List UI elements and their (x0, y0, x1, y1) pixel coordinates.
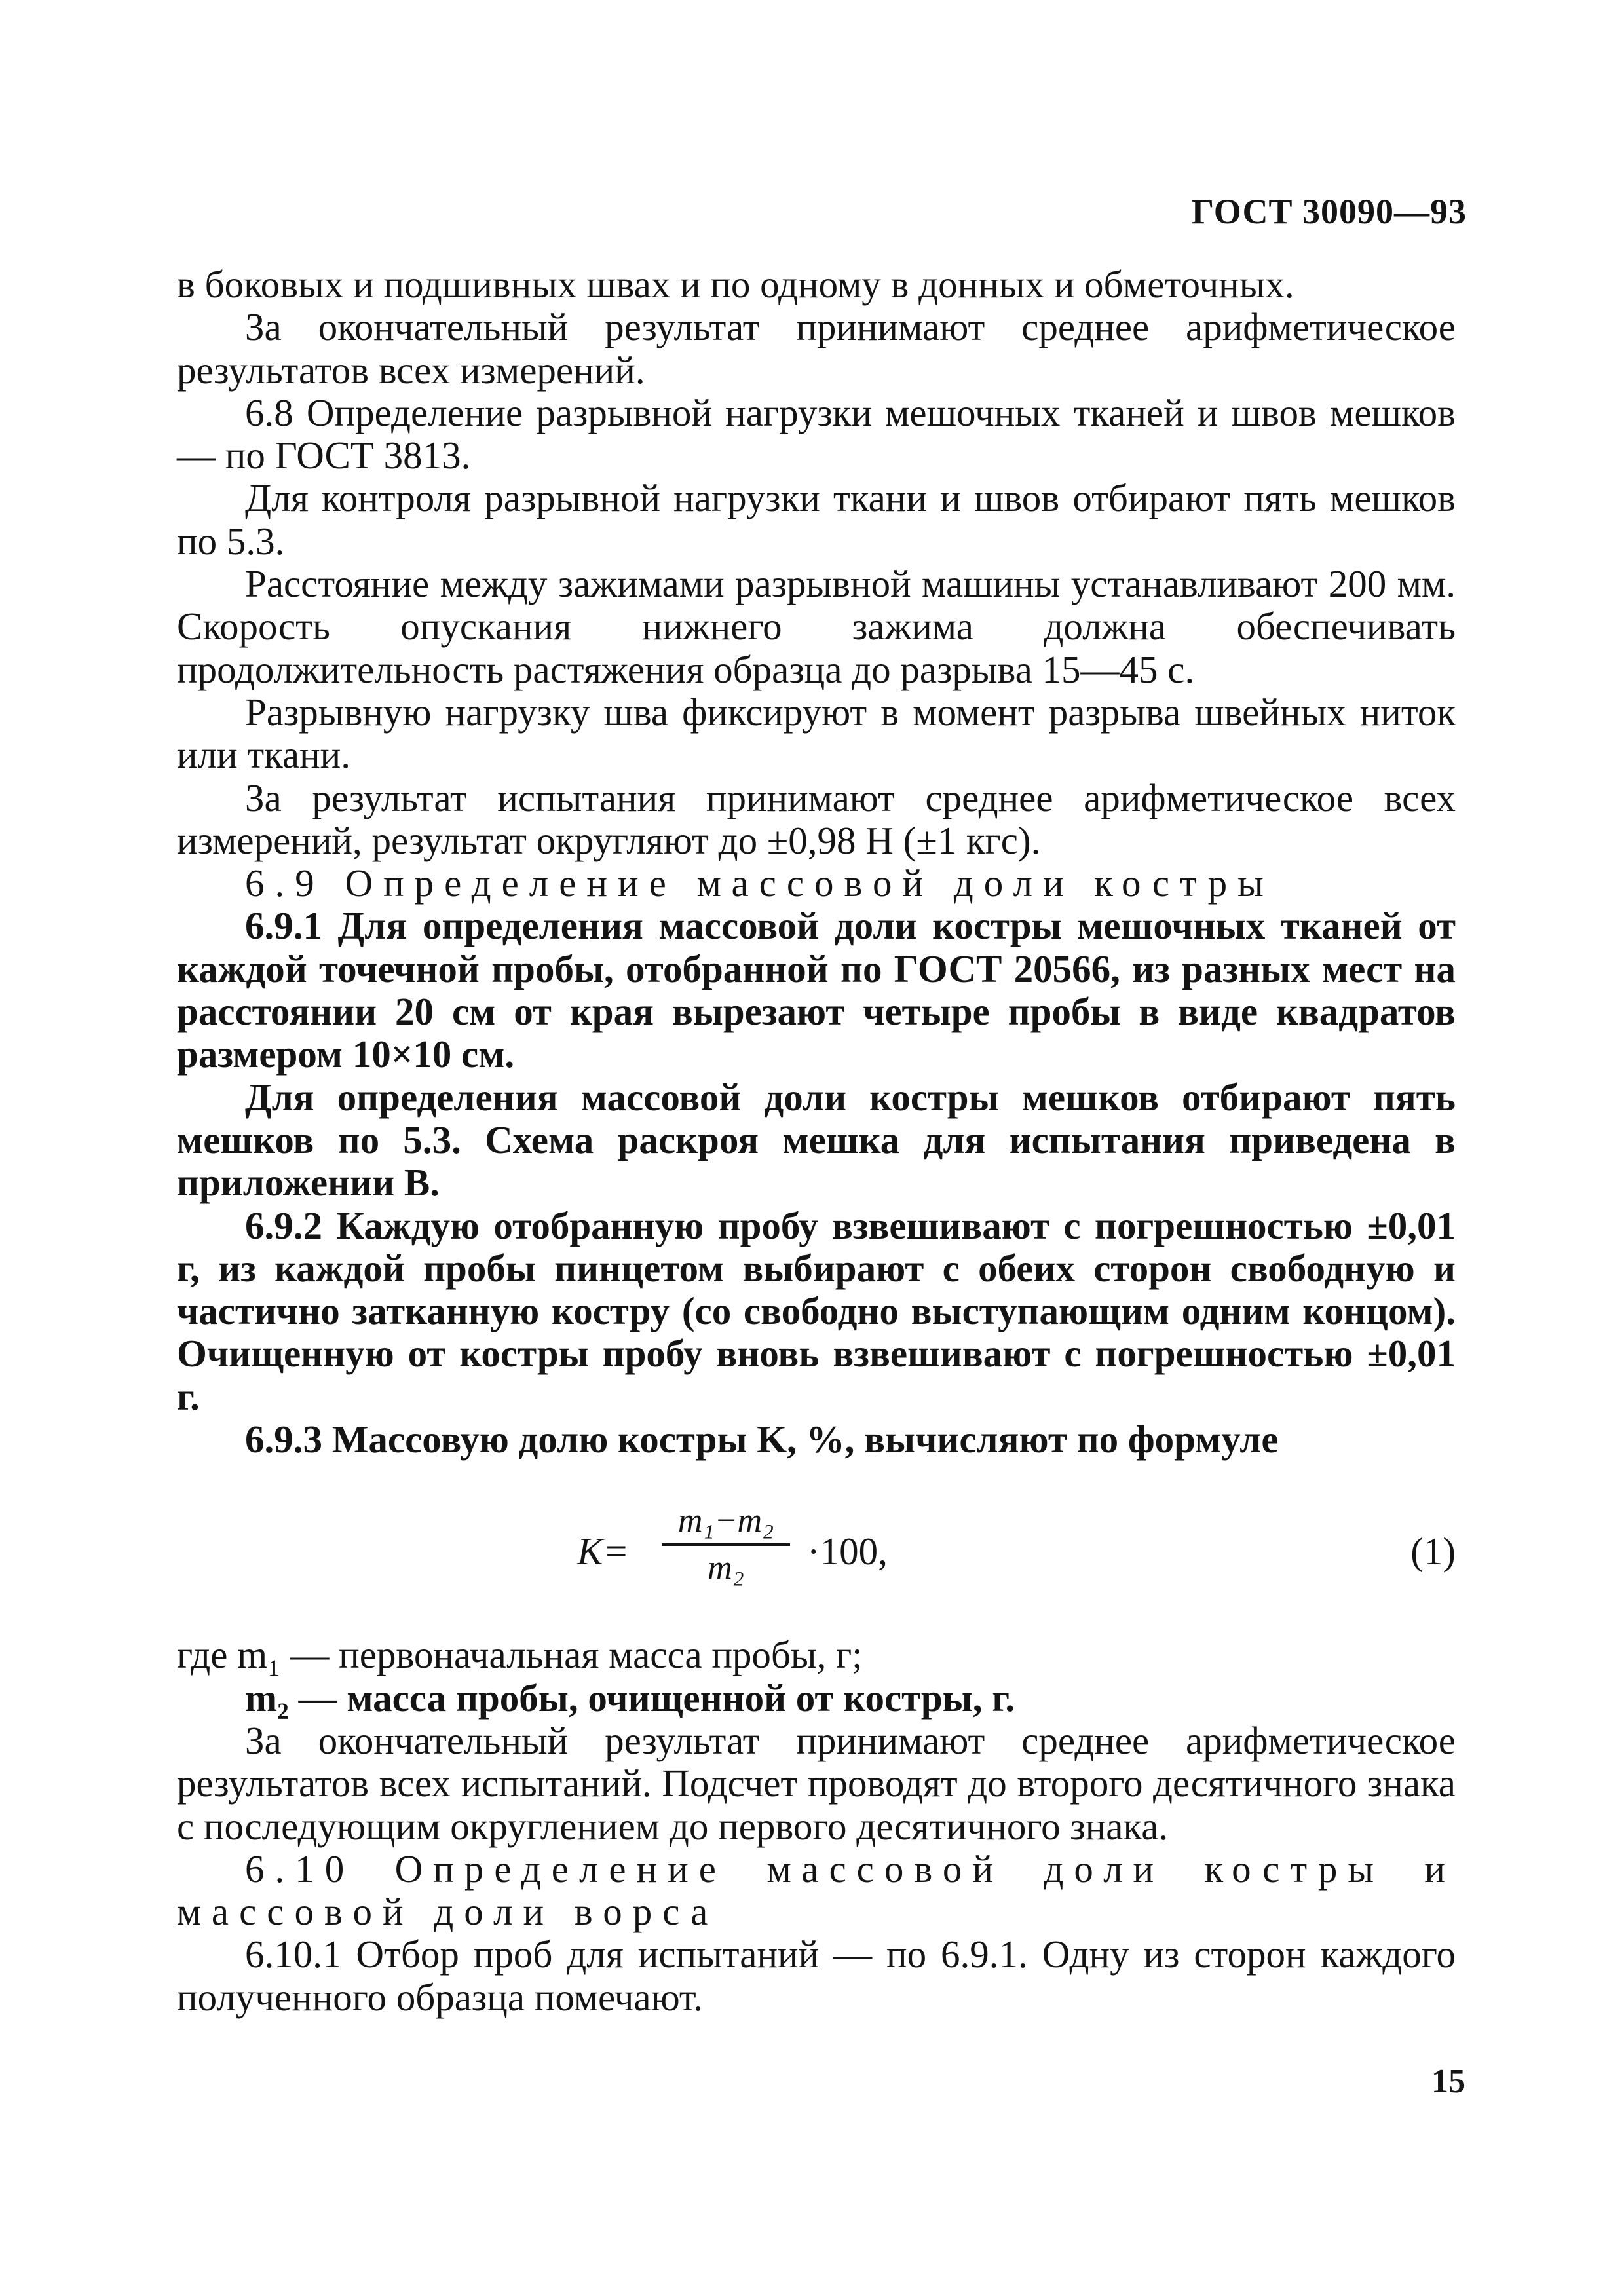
formula-number: (1) (1410, 1530, 1456, 1573)
paragraph: Для определения массовой доли костры мешков отбирают пять мешков по 5.3. Схема раскроя мешка для испытания приведена в приложении В. (177, 1075, 1456, 1205)
paragraph: Расстояние между зажимами разрывной машины устанавливают 200 мм. Скорость опускания нижнего зажима должна обеспечивать продолжительность растяжения образца до разрыва 15—45 с. (177, 562, 1456, 691)
formula-denominator: m₂ (708, 1549, 744, 1587)
document-header: ГОСТ 30090—93 (1191, 192, 1467, 231)
section-6-8: 6.8 Определение разрывной нагрузки мешочных тканей и швов мешков — по ГОСТ 3813. (177, 390, 1456, 478)
section-6-9-2: 6.9.2 Каждую отобранную пробу взвешивают с погрешностью ±0,01 г, из каждой пробы пинцетом выбирают с обеих сторон свободную и частично затканную костру (со свободно выступающим одним концом). Очищенную от костры пробу вновь взвешивают с погрешностью ±0,01 г. (177, 1203, 1456, 1418)
paragraph: За окончательный результат принимают среднее арифметическое результатов всех измерений. (177, 305, 1456, 392)
paragraph: Для контроля разрывной нагрузки ткани и швов отбирают пять мешков по 5.3. (177, 476, 1456, 563)
where-clause-m2: m₂ — масса пробы, очищенной от костры, г. (245, 1676, 1015, 1720)
formula-multiplier: ·100, (807, 1530, 888, 1573)
formula (177, 1496, 1456, 1625)
formula-fraction (662, 1503, 790, 1587)
section-6-10-1: 6.10.1 Отбор проб для испытаний — по 6.9.1. Одну из сторон каждого полученного образца помечают. (177, 1932, 1456, 2019)
section-6-9-3: 6.9.3 Массовую долю костры K, %, вычисляют по формуле (245, 1418, 1279, 1461)
paragraph: За окончательный результат принимают среднее арифметическое результатов всех испытаний. Подсчет проводят до второго десятичного знака с последующим округлением до первого десятичного знака. (177, 1718, 1456, 1848)
where-clause: где m₁ — первоначальная масса пробы, г; (177, 1633, 863, 1677)
paragraph: Разрывную нагрузку шва фиксируют в момент разрыва швейных ниток или ткани. (177, 690, 1456, 777)
document-body (177, 263, 1456, 2019)
section-heading-6-9: 6.9 Определение массовой доли костры (245, 861, 1274, 905)
paragraph: в боковых и подшивных швах и по одному в донных и обметочных. (177, 263, 1294, 306)
page-number: 15 (1431, 2063, 1465, 2100)
paragraph: За результат испытания принимают среднее арифметическое всех измерений, результат округляют до ±0,98 Н (±1 кгс). (177, 776, 1456, 862)
formula-numerator: m₁−m₂ (662, 1503, 790, 1546)
section-heading-6-10: 6.10 Определение массовой доли костры и массовой доли ворса (177, 1847, 1456, 1934)
section-6-9-1: 6.9.1 Для определения массовой доли костры мешочных тканей от каждой точечной пробы, отобранной по ГОСТ 20566, из разных мест на расстоянии 20 см от края вырезают четыре пробы в виде квадратов размером 10×10 см. (177, 904, 1456, 1076)
formula-lhs: K= (577, 1530, 630, 1573)
